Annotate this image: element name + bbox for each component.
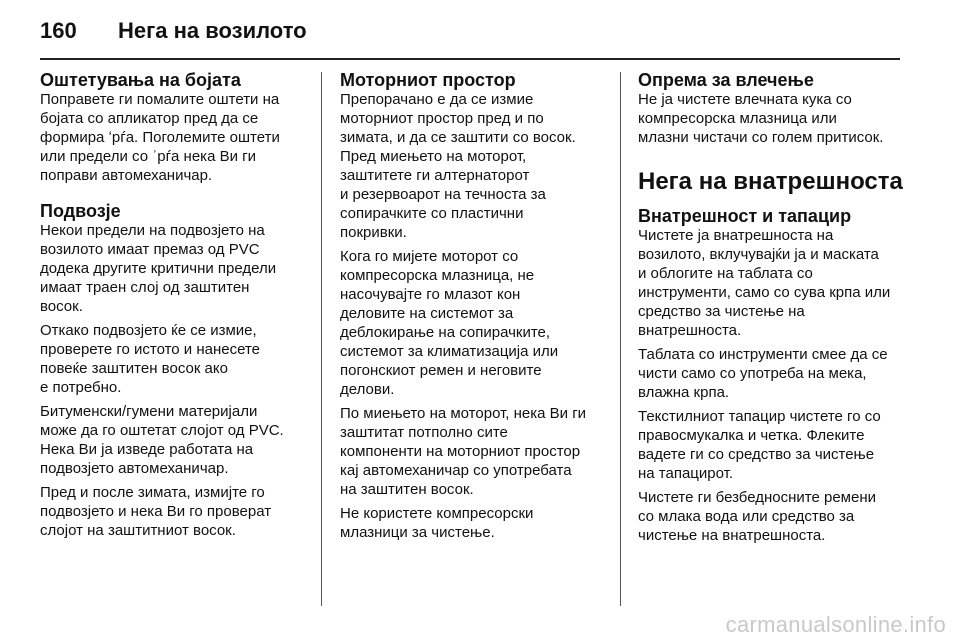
text-line: повеќе заштитен восок ако bbox=[40, 360, 228, 377]
text-line: Битуменски/гумени материјали bbox=[40, 403, 258, 420]
text-line: покривки. bbox=[340, 224, 407, 241]
text-line: имаат траен слој од заштитен bbox=[40, 279, 250, 296]
text-line: системот за климатизација или bbox=[340, 343, 559, 360]
section-title-interior-upholstery: Внатрешност и тапацир bbox=[638, 206, 852, 226]
paragraph bbox=[638, 90, 904, 147]
text-line: сопирачките со пластични bbox=[340, 205, 524, 222]
text-line: формира ʻрѓа. Поголемите оштети bbox=[40, 129, 280, 146]
text-line: Чистете ја внатрешноста на bbox=[638, 227, 834, 244]
column-divider-1 bbox=[321, 72, 322, 606]
text-line: возилото, вклучувајќи ја и маската bbox=[638, 246, 879, 263]
text-line: заштитете ги алтернаторот bbox=[340, 167, 530, 184]
text-line: влажна крпа. bbox=[638, 384, 730, 401]
text-line: подвозјето и нека Ви го проверат bbox=[40, 503, 272, 520]
watermark: carmanualsonline.info bbox=[725, 612, 946, 637]
text-line: и облогите на таблата со bbox=[638, 265, 813, 282]
text-line: Не ја чистете влечната кука со bbox=[638, 91, 852, 108]
text-line: проверете го истото и нанесете bbox=[40, 341, 260, 358]
text-line: и резервоарот на течноста за bbox=[340, 186, 546, 203]
text-line: делови. bbox=[340, 381, 395, 398]
text-line: вадете ги со средство за чистење bbox=[638, 446, 875, 463]
text-line: Таблата со инструменти смее да се bbox=[638, 346, 888, 363]
text-line: Некои предели на подвозјето на bbox=[40, 222, 265, 239]
main-title-interior-care: Нега на внатрешноста bbox=[638, 168, 903, 195]
text-line: Текстилниот тапацир чистете го со bbox=[638, 408, 881, 425]
text-line: восок. bbox=[40, 298, 83, 315]
text-line: поправи автомеханичар. bbox=[40, 167, 213, 184]
text-line: правосмукалка и четка. Флеките bbox=[638, 427, 865, 444]
column-1 bbox=[40, 70, 302, 545]
text-line: Откако подвозјето ќе се измие, bbox=[40, 322, 257, 339]
spacer bbox=[638, 196, 904, 206]
spacer bbox=[40, 190, 302, 201]
paragraph bbox=[638, 345, 904, 402]
text-line: Не користете компресорски bbox=[340, 505, 534, 522]
text-line: чисти само со употреба на мека, bbox=[638, 365, 867, 382]
text-line: Нека Ви ја изведе работата на bbox=[40, 441, 254, 458]
header-rule bbox=[40, 58, 900, 60]
section-title-paint-damage: Оштетувања на бојата bbox=[40, 70, 241, 90]
text-line: подвозјето автомеханичар. bbox=[40, 460, 229, 477]
paragraph bbox=[340, 247, 602, 399]
text-line: додека другите критични предели bbox=[40, 260, 277, 277]
text-line: компоненти на моторниот простор bbox=[340, 443, 581, 460]
text-line: со млака вода или средство за bbox=[638, 508, 855, 525]
text-line: По миењето на моторот, нека Ви ги bbox=[340, 405, 587, 422]
text-line: Препорачано е да се измие bbox=[340, 91, 534, 108]
text-line: заштитат потполно сите bbox=[340, 424, 508, 441]
paragraph bbox=[40, 90, 302, 185]
text-line: е потребно. bbox=[40, 379, 122, 396]
paragraph bbox=[340, 404, 602, 499]
text-line: кај автомеханичар со употребата bbox=[340, 462, 572, 479]
section-title-towing-equipment: Опрема за влечење bbox=[638, 70, 814, 90]
paragraph bbox=[40, 483, 302, 540]
text-line: деблокирање на сопирачките, bbox=[340, 324, 551, 341]
text-line: на заштитен восок. bbox=[340, 481, 474, 498]
section-title-engine-compartment: Моторниот простор bbox=[340, 70, 516, 90]
text-line: возилото имаат премаз од PVC bbox=[40, 241, 260, 258]
column-2 bbox=[340, 70, 602, 547]
text-line: инструменти, само со сува крпа или bbox=[638, 284, 891, 301]
column-divider-2 bbox=[620, 72, 621, 606]
page-header bbox=[40, 14, 900, 50]
text-line: Пред и после зимата, измијте го bbox=[40, 484, 265, 501]
text-line: зимата, и да се заштити со восок. bbox=[340, 129, 576, 146]
paragraph bbox=[340, 504, 602, 542]
text-line: бојата со апликатор пред да се bbox=[40, 110, 259, 127]
text-line: моторниот простор пред и по bbox=[340, 110, 544, 127]
text-line: Чистете ги безбедносните ремени bbox=[638, 489, 876, 506]
text-line: или предели со ʾрѓа нека Ви ги bbox=[40, 148, 256, 165]
text-line: Пред миењето на моторот, bbox=[340, 148, 527, 165]
text-line: погонскиот ремен и неговите bbox=[340, 362, 542, 379]
paragraph bbox=[638, 488, 904, 545]
text-line: може да го оштетат слојот од PVC. bbox=[40, 422, 284, 439]
text-line: Кога го мијете моторот со bbox=[340, 248, 519, 265]
paragraph bbox=[638, 407, 904, 483]
paragraph bbox=[40, 402, 302, 478]
text-line: средство за чистење на bbox=[638, 303, 805, 320]
text-line: внатрешноста. bbox=[638, 322, 742, 339]
chapter-title: Нега на возилото bbox=[118, 18, 307, 43]
text-line: насочувајте го млазот кон bbox=[340, 286, 521, 303]
text-line: чистење на внатрешноста. bbox=[638, 527, 826, 544]
paragraph bbox=[40, 221, 302, 316]
paragraph bbox=[40, 321, 302, 397]
spacer bbox=[638, 152, 904, 168]
text-line: Поправете ги помалите оштети на bbox=[40, 91, 280, 108]
page-number: 160 bbox=[40, 18, 77, 43]
paragraph bbox=[638, 226, 904, 340]
text-line: на тапацирот. bbox=[638, 465, 734, 482]
section-title-underbody: Подвозје bbox=[40, 201, 121, 221]
text-line: млазни чистачи со голем притисок. bbox=[638, 129, 884, 146]
text-line: компресорска млазница или bbox=[638, 110, 837, 127]
text-line: компресорска млазница, не bbox=[340, 267, 535, 284]
column-3 bbox=[638, 70, 904, 550]
text-line: деловите на системот за bbox=[340, 305, 514, 322]
text-line: млазници за чистење. bbox=[340, 524, 495, 541]
paragraph bbox=[340, 90, 602, 242]
text-line: слојот на заштитниот восок. bbox=[40, 522, 236, 539]
